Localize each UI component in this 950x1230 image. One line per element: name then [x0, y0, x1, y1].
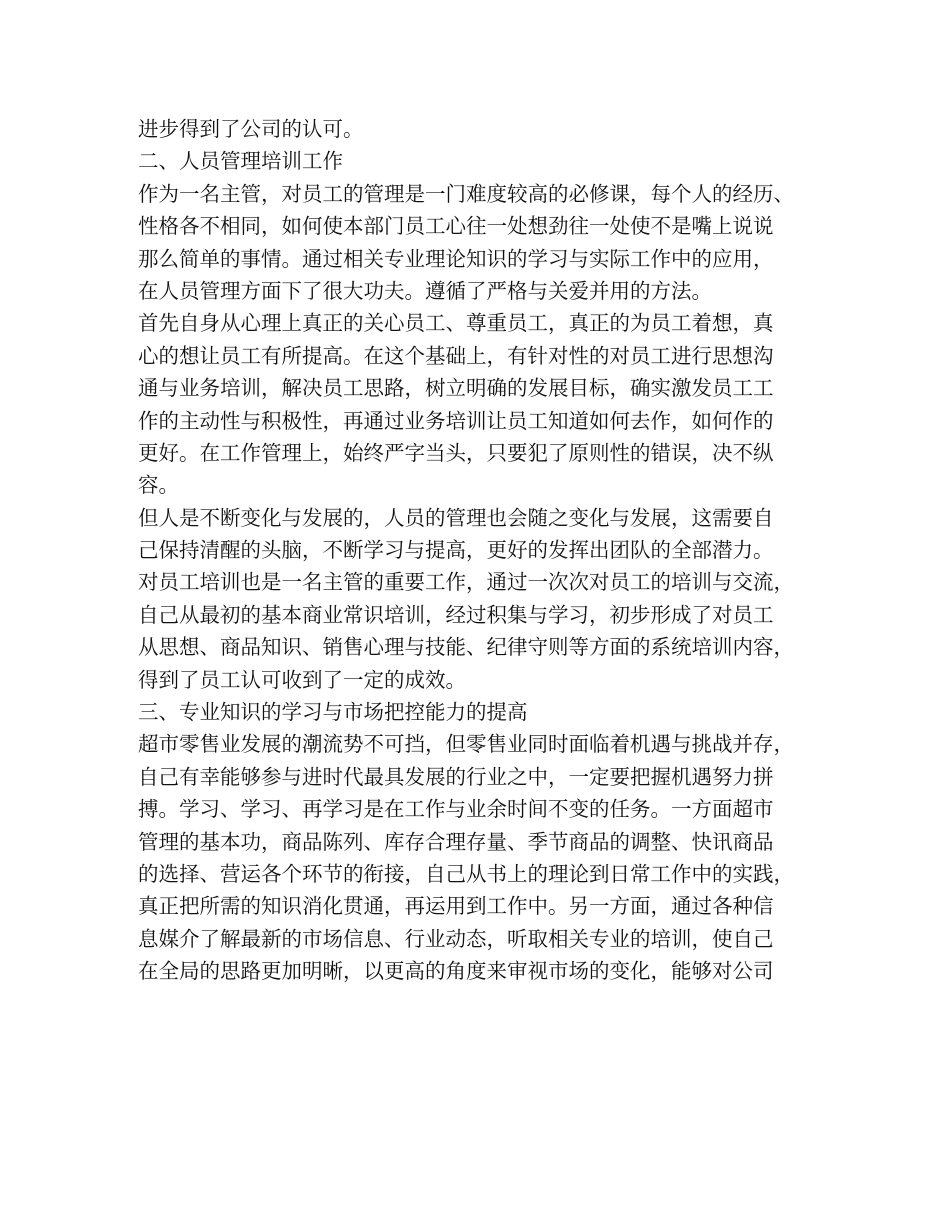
section-heading: 三、专业知识的学习与市场把控能力的提高 [138, 700, 528, 725]
text-line: 管理的基本功，商品陈列、库存合理存量、季节商品的调整、快讯商品 [138, 829, 774, 854]
text-line: 那么简单的事情。通过相关专业理论知识的学习与实际工作中的应用， [138, 246, 774, 271]
text-line: 更好。在工作管理上，始终严字当头，只要犯了原则性的错误，决不纵 [138, 440, 774, 465]
text-line: 作的主动性与积极性，再通过业务培训让员工知道如何去作，如何作的 [138, 408, 774, 433]
text-line: 但人是不断变化与发展的，人员的管理也会随之变化与发展，这需要自 [138, 505, 774, 530]
text-line: 从思想、商品知识、销售心理与技能、纪律守则等方面的系统培训内容， [138, 635, 794, 660]
text-line: 进步得到了公司的认可。 [138, 117, 364, 141]
text-line: 超市零售业发展的潮流势不可挡，但零售业同时面临着机遇与挑战并存， [138, 732, 794, 757]
text-line: 对员工培训也是一名主管的重要工作，通过一次次对员工的培训与交流， [138, 570, 794, 595]
text-line: 容。 [138, 473, 179, 498]
text-line: 首先自身从心理上真正的关心员工、尊重员工，真正的为员工着想，真 [138, 311, 774, 336]
text-line: 自己有幸能够参与进时代最具发展的行业之中，一定要把握机遇努力拼 [138, 764, 774, 789]
text-line: 己保持清醒的头脑，不断学习与提高，更好的发挥出团队的全部潜力。 [138, 538, 774, 563]
document-body [138, 113, 818, 988]
text-line: 作为一名主管，对员工的管理是一门难度较高的必修课，每个人的经历、 [138, 181, 794, 206]
text-line: 通与业务培训，解决员工思路，树立明确的发展目标，确实激发员工工 [138, 376, 774, 401]
text-line: 真正把所需的知识消化贯通，再运用到工作中。另一方面，通过各种信 [138, 894, 774, 919]
text-line: 在人员管理方面下了很大功夫。遵循了严格与关爱并用的方法。 [138, 278, 712, 303]
text-line: 得到了员工认可收到了一定的成效。 [138, 667, 466, 692]
text-line: 的选择、营运各个环节的衔接，自己从书上的理论到日常工作中的实践， [138, 861, 794, 886]
text-line: 搏。学习、学习、再学习是在工作与业余时间不变的任务。一方面超市 [138, 797, 774, 822]
text-line: 自己从最初的基本商业常识培训，经过积集与学习，初步形成了对员工 [138, 602, 774, 627]
text-line: 心的想让员工有所提高。在这个基础上，有针对性的对员工进行思想沟 [138, 343, 774, 368]
text-line: 性格各不相同，如何使本部门员工心往一处想劲往一处使不是嘴上说说 [138, 214, 774, 239]
text-line: 在全局的思路更加明晰，以更高的角度来审视市场的变化，能够对公司 [138, 959, 774, 984]
text-line: 息媒介了解最新的市场信息、行业动态，听取相关专业的培训，使自己 [138, 926, 774, 951]
section-heading: 二、人员管理培训工作 [138, 149, 343, 174]
